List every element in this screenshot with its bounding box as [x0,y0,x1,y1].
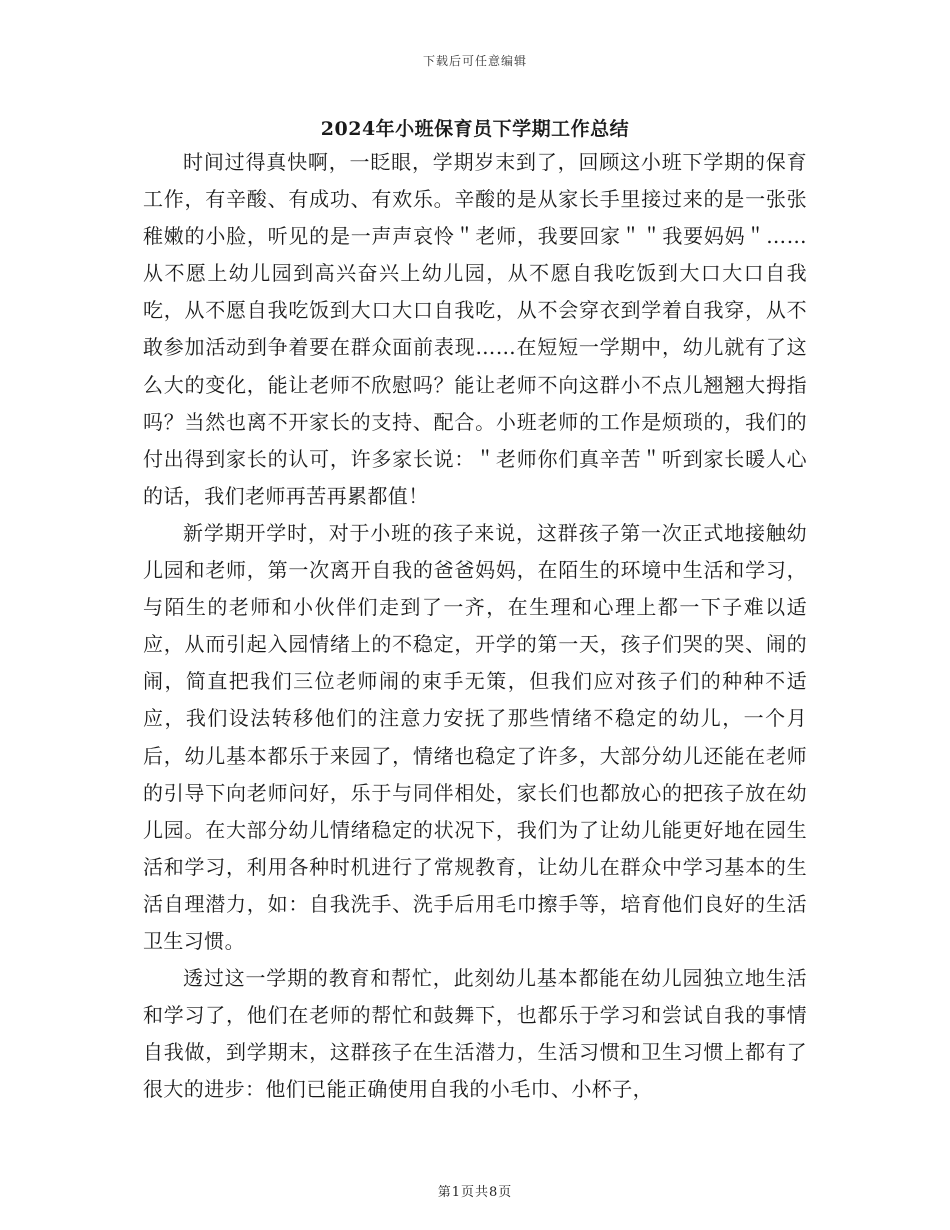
paragraph: 时间过得真快啊，一眨眼，学期岁末到了，回顾这小班下学期的保育工作，有辛酸、有成功、有欢乐。辛酸的是从家长手里接过来的是一张张稚嫩的小脸，听见的是一声声哀怜＂老师，我要回家＂＂我要妈妈＂……从不愿上幼儿园到高兴奋兴上幼儿园，从不愿自我吃饭到大口大口自我吃，从不愿自我吃饭到大口大口自我吃，从不会穿衣到学着自我穿，从不敢参加活动到争着要在群众面前表现……在短短一学期中，幼儿就有了这么大的变化，能让老师不欣慰吗？能让老师不向这群小不点儿翘翘大拇指吗？当然也离不开家长的支持、配合。小班老师的工作是烦琐的，我们的付出得到家长的认可，许多家长说：＂老师你们真辛苦＂听到家长暖人心的话，我们老师再苦再累都值！ [143,150,807,508]
page-number: 第1页共8页 [437,1185,513,1200]
paragraph: 透过这一学期的教育和帮忙，此刻幼儿基本都能在幼儿园独立地生活和学习了，他们在老师的帮忙和鼓舞下，也都乐于学习和尝试自我的事情自我做，到学期末，这群孩子在生活潜力，生活习惯和卫生习惯上都有了很大的进步：他们已能正确使用自我的小毛巾、小杯子， [143,966,807,1102]
document-title: 2024年小班保育员下学期工作总结 [320,118,630,140]
header-note: 下载后可任意编辑 [422,54,527,68]
document-body [143,144,807,1108]
paragraph: 新学期开学时，对于小班的孩子来说，这群孩子第一次正式地接触幼儿园和老师，第一次离开自我的爸爸妈妈，在陌生的环境中生活和学习，与陌生的老师和小伙伴们走到了一齐，在生理和心理上都一下子难以适应，从而引起入园情绪上的不稳定，开学的第一天，孩子们哭的哭、闹的闹，简直把我们三位老师闹的束手无策，但我们应对孩子们的种种不适应，我们设法转移他们的注意力安抚了那些情绪不稳定的幼儿，一个月后，幼儿基本都乐于来园了，情绪也稳定了许多，大部分幼儿还能在老师的引导下向老师问好，乐于与同伴相处，家长们也都放心的把孩子放在幼儿园。在大部分幼儿情绪稳定的状况下，我们为了让幼儿能更好地在园生活和学习，利用各种时机进行了常规教育，让幼儿在群众中学习基本的生活自理潜力，如：自我洗手、洗手后用毛巾擦手等，培育他们良好的生活卫生习惯。 [143,520,807,953]
